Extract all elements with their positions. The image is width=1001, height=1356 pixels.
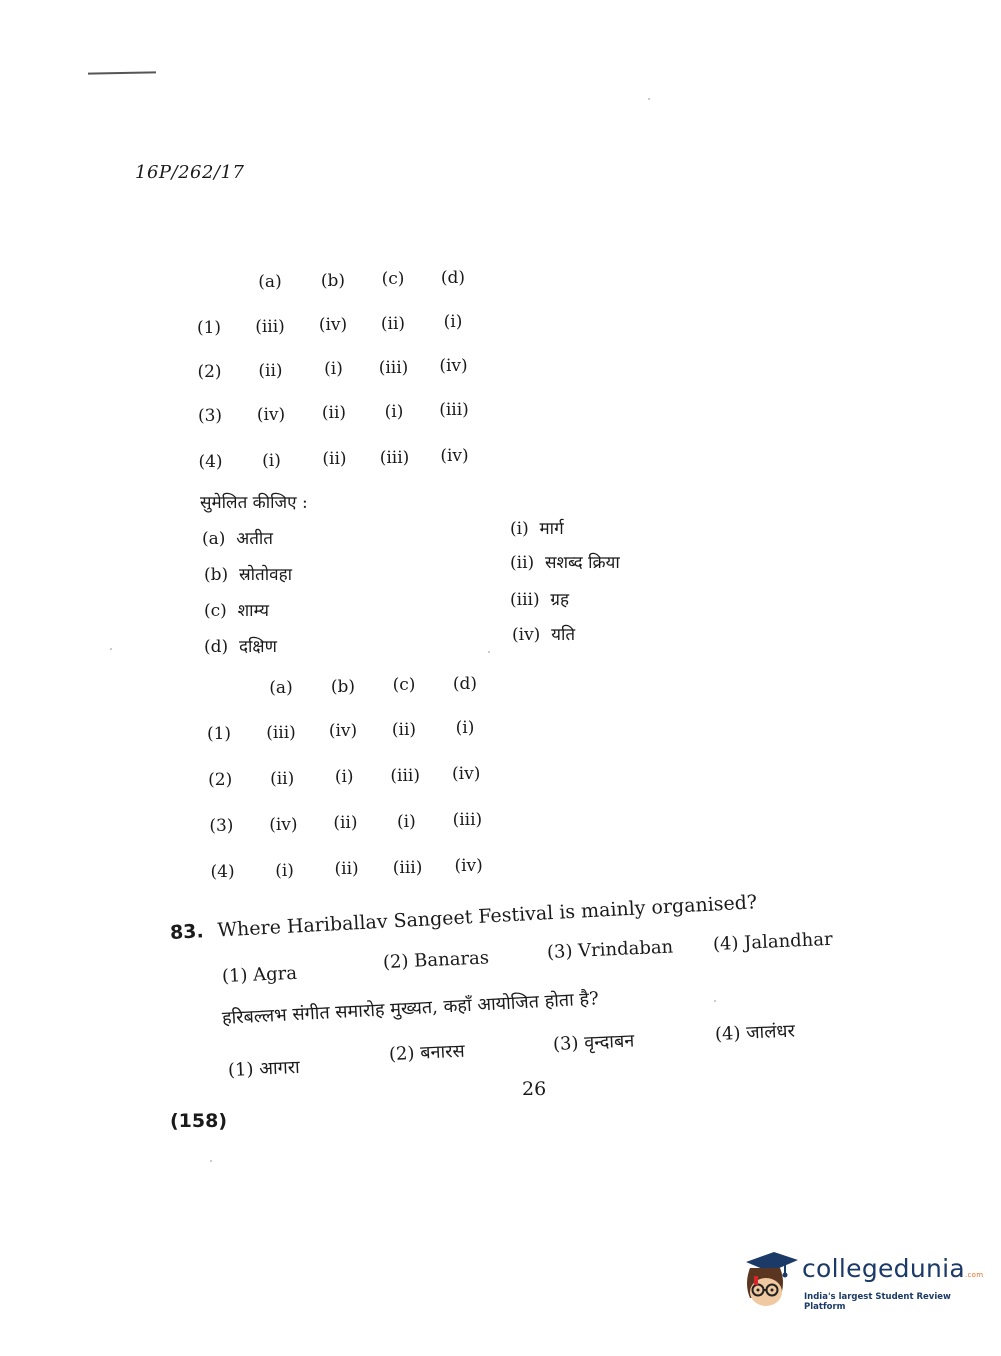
marks-label: (158) [170, 1110, 228, 1132]
table-cell: (iv) [440, 446, 469, 466]
table-cell: (i) [262, 450, 281, 471]
table-cell: (ii) [391, 719, 417, 740]
brand-tagline: India's largest Student Review Platform [804, 1292, 951, 1312]
table-header-cell: (b) [330, 676, 356, 697]
table-cell: (ii) [270, 768, 295, 789]
table-cell: (i) [455, 718, 475, 738]
match-left-a: (a) अतीत [202, 529, 273, 549]
table-cell: (iv) [454, 856, 483, 876]
table-row-label: (2) [208, 770, 233, 790]
table-cell: (iii) [439, 400, 469, 420]
table-row-label: (3) [209, 816, 234, 836]
match-left-c: (c) शाम्य [204, 601, 269, 621]
table-cell: (i) [443, 312, 463, 332]
table-cell: (iii) [390, 765, 420, 786]
scan-speck [488, 651, 490, 653]
table-row-label: (4) [210, 862, 235, 882]
scan-dash-mark [88, 71, 156, 74]
table-header-cell: (d) [452, 673, 478, 694]
q83-option-hi-1: (1) आगरा [227, 1056, 301, 1081]
table-row-label: (1) [206, 724, 232, 744]
table-cell: (i) [334, 767, 354, 787]
page-number: 26 [522, 1078, 547, 1100]
table-cell: (ii) [321, 403, 347, 423]
scan-speck [648, 98, 650, 100]
table-cell: (i) [324, 359, 343, 379]
match-right-iii: (iii) ग्रह [510, 590, 570, 610]
table-cell: (iii) [266, 722, 296, 743]
match-left-b: (b) स्रोतोवहा [204, 565, 293, 585]
q83-option-en-1: (1) Agra [221, 962, 298, 987]
table-cell: (ii) [334, 859, 359, 879]
table-cell: (i) [397, 811, 416, 832]
scan-speck [210, 1160, 212, 1162]
table-header-cell: (c) [381, 269, 405, 289]
scan-speck [110, 648, 112, 650]
match-right-i: (i) मार्ग [510, 519, 564, 539]
paper-code: 16P/262/17 [135, 162, 245, 183]
table-cell: (iv) [318, 315, 348, 335]
table-cell: (i) [384, 401, 404, 422]
table-cell: (iv) [452, 764, 481, 784]
question-83-hi: हरिबल्लभ संगीत समारोह मुख्यत, कहाँ आयोजित होता है? [221, 988, 600, 1029]
table-header-cell: (d) [440, 267, 466, 288]
table-header-cell: (c) [392, 675, 416, 695]
table-cell: (iv) [269, 814, 298, 835]
table-cell: (iv) [256, 404, 286, 425]
table-cell: (i) [275, 860, 294, 881]
question-83-en: 83. Where Hariballav Sangeet Festival is mainly organised? [169, 891, 758, 944]
table-cell: (iii) [379, 447, 410, 468]
match-right-ii: (ii) सशब्द क्रिया [510, 553, 620, 573]
table-cell: (iii) [378, 357, 409, 378]
match-left-d: (d) दक्षिण [204, 637, 277, 657]
brand-name: collegedunia.com [802, 1254, 984, 1283]
table-cell: (iii) [452, 810, 483, 830]
table-cell: (iv) [439, 356, 468, 376]
table-header-cell: (a) [258, 272, 282, 292]
q83-option-en-2: (2) Banaras [382, 947, 490, 973]
match-right-iv: (iv) यति [512, 625, 576, 645]
table-cell: (ii) [333, 813, 358, 833]
q83-option-hi-4: (4) जालंधर [714, 1020, 796, 1045]
collegedunia-logo [740, 1248, 984, 1318]
q83-option-hi-2: (2) बनारस [388, 1040, 466, 1065]
q83-option-en-3: (3) Vrindaban [546, 936, 674, 963]
table-row-label: (1) [196, 318, 222, 338]
table-cell: (ii) [322, 449, 347, 469]
table-cell: (ii) [380, 313, 406, 334]
q83-option-en-4: (4) Jalandhar [712, 928, 834, 955]
table-cell: (iii) [255, 316, 285, 337]
q83-option-hi-3: (3) वृन्दाबन [552, 1030, 635, 1055]
table-header-cell: (a) [269, 678, 293, 698]
table-cell: (ii) [258, 360, 283, 381]
table-header-cell: (b) [320, 270, 346, 291]
match-title: सुमेलित कीजिए : [200, 493, 308, 513]
scan-speck [714, 1000, 716, 1002]
table-row-label: (4) [198, 452, 223, 472]
table-row-label: (2) [197, 362, 222, 382]
table-cell: (iii) [392, 857, 423, 878]
mascot-icon [740, 1248, 800, 1312]
table-cell: (iv) [328, 721, 358, 741]
table-row-label: (3) [197, 406, 223, 426]
question-number: 83. [169, 920, 205, 944]
